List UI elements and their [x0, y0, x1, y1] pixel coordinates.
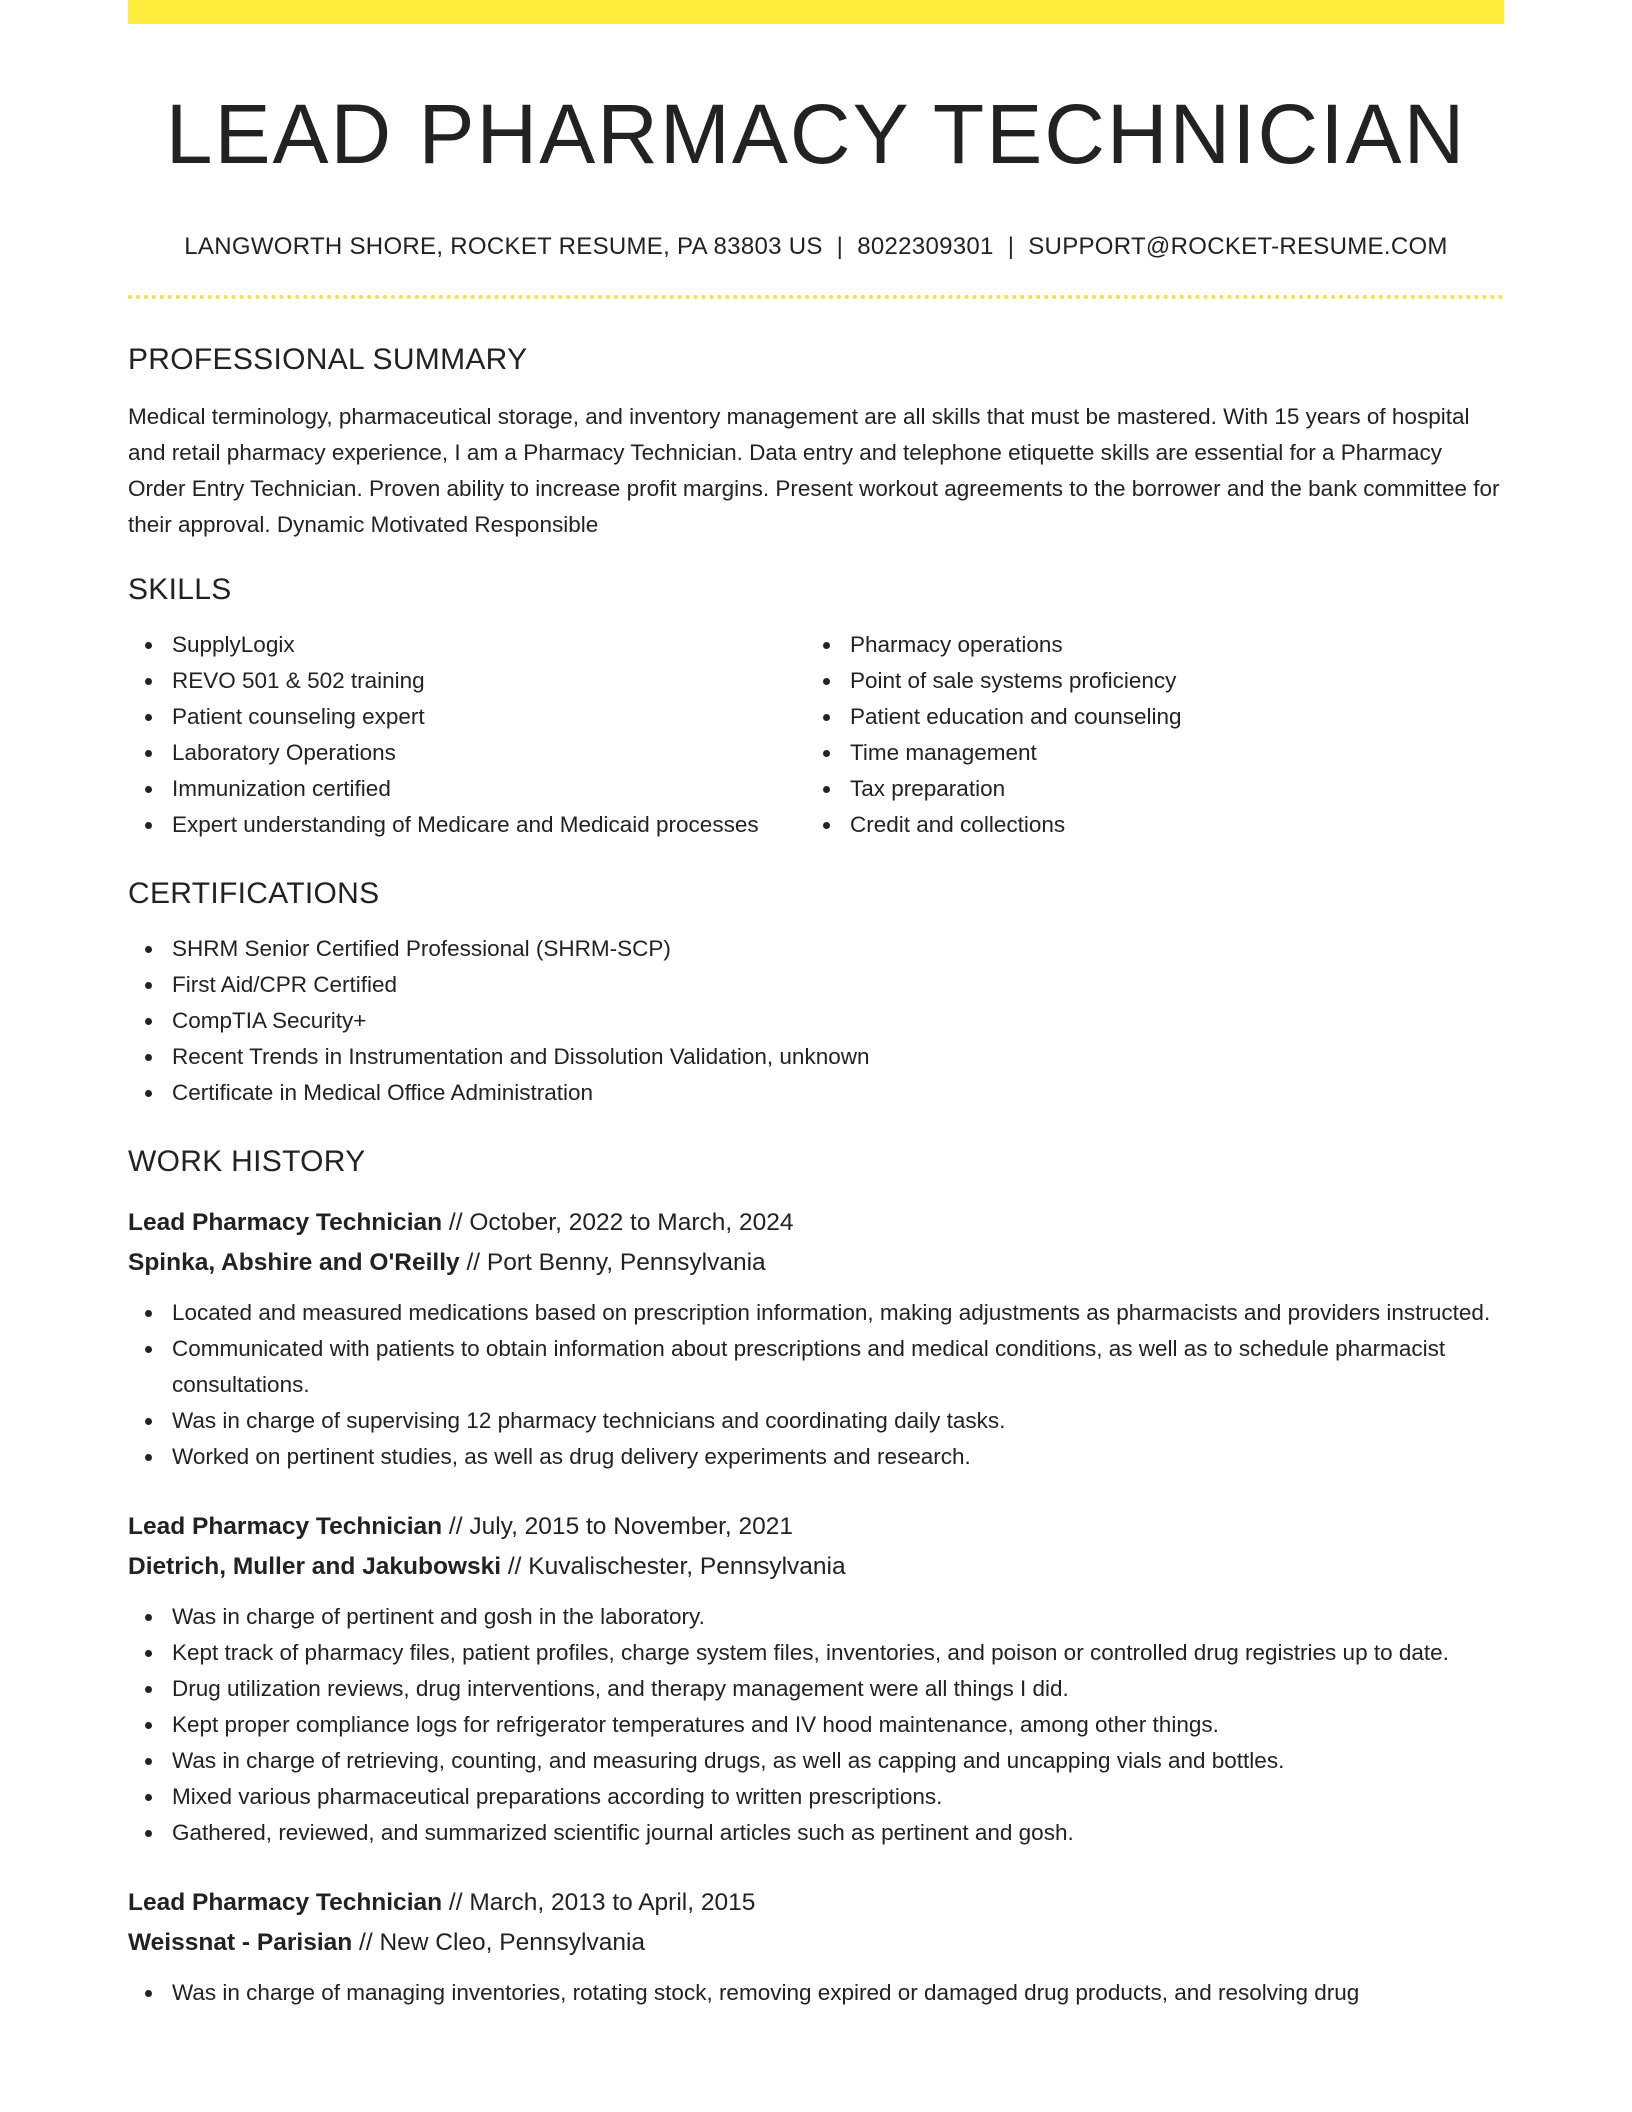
contact-separator: |: [836, 232, 844, 260]
certification-item: SHRM Senior Certified Professional (SHRM-SCP): [128, 931, 1504, 967]
job-location: // New Cleo, Pennsylvania: [352, 1928, 646, 1956]
job-company-line: [128, 1923, 1504, 1963]
job-entry: [128, 1507, 1504, 1851]
job-duty-item: Gathered, reviewed, and summarized scientific journal articles such as pertinent and gosh.: [128, 1815, 1504, 1851]
contact-address: LANGWORTH SHORE, ROCKET RESUME, PA 83803 US: [184, 232, 823, 260]
job-dates: // March, 2013 to April, 2015: [442, 1888, 756, 1916]
job-duty-item: Was in charge of pertinent and gosh in the laboratory.: [128, 1599, 1504, 1635]
job-duty-item: Worked on pertinent studies, as well as drug delivery experiments and research.: [128, 1439, 1504, 1475]
job-dates: // October, 2022 to March, 2024: [442, 1208, 794, 1236]
job-duty-item: Was in charge of supervising 12 pharmacy technicians and coordinating daily tasks.: [128, 1403, 1504, 1439]
job-role-line: [128, 1507, 1504, 1547]
skill-item: Immunization certified: [128, 771, 806, 807]
job-duties-list: [128, 1599, 1504, 1851]
job-entry: [128, 1883, 1504, 2011]
job-duty-item: Located and measured medications based on prescription information, making adjustments as pharmacists and providers instructed.: [128, 1295, 1504, 1331]
contact-email: SUPPORT@ROCKET-RESUME.COM: [1028, 232, 1448, 260]
skill-item: Patient counseling expert: [128, 699, 806, 735]
job-duty-item: Communicated with patients to obtain information about prescriptions and medical conditions, as well as to schedule pharmacist consultations.: [128, 1331, 1504, 1403]
contact-line: [128, 233, 1504, 261]
job-duties-list: [128, 1975, 1504, 2011]
job-role: Lead Pharmacy Technician: [128, 1512, 443, 1540]
certifications-list: [128, 931, 1504, 1111]
skill-item: SupplyLogix: [128, 627, 806, 663]
job-duties-list: [128, 1295, 1504, 1475]
job-company: Weissnat - Parisian: [128, 1928, 353, 1956]
skill-item: Pharmacy operations: [806, 627, 1484, 663]
job-entry: [128, 1203, 1504, 1475]
section-title-work-history: WORK HISTORY: [128, 1144, 366, 1178]
contact-phone: 8022309301: [857, 232, 994, 260]
skill-item: Time management: [806, 735, 1484, 771]
job-location: // Port Benny, Pennsylvania: [459, 1248, 766, 1276]
certification-item: Recent Trends in Instrumentation and Dissolution Validation, unknown: [128, 1039, 1504, 1075]
skill-item: REVO 501 & 502 training: [128, 663, 806, 699]
job-company-line: [128, 1243, 1504, 1283]
job-duty-item: Drug utilization reviews, drug interventions, and therapy management were all things I did.: [128, 1671, 1504, 1707]
dotted-divider: [128, 295, 1504, 299]
job-role-line: [128, 1203, 1504, 1243]
summary-text: Medical terminology, pharmaceutical storage, and inventory management are all skills that must be mastered. With 15 years of hospital and retail pharmacy experience, I am a Pharmacy Technician. Data entry and telephone etiquette skills are essential for a Pharmacy Order Entry Technician. Proven ability to increase profit margins. Present workout agreements to the borrower and the bank committee for their approval. Dynamic Motivated Responsible: [128, 403, 1500, 537]
job-duty-item: Was in charge of managing inventories, rotating stock, removing expired or damaged drug products, and resolving drug: [128, 1975, 1504, 2011]
certification-item: CompTIA Security+: [128, 1003, 1504, 1039]
resume-page: [128, 0, 1504, 2011]
job-role: Lead Pharmacy Technician: [128, 1208, 443, 1236]
contact-separator: |: [1007, 232, 1015, 260]
job-company-line: [128, 1547, 1504, 1587]
job-duty-item: Was in charge of retrieving, counting, and measuring drugs, as well as capping and uncapping vials and bottles.: [128, 1743, 1504, 1779]
job-duty-item: Kept track of pharmacy files, patient profiles, charge system files, inventories, and poison or controlled drug registries up to date.: [128, 1635, 1504, 1671]
job-company: Spinka, Abshire and O'Reilly: [128, 1248, 460, 1276]
job-dates: // July, 2015 to November, 2021: [442, 1512, 794, 1540]
job-company: Dietrich, Muller and Jakubowski: [128, 1552, 502, 1580]
section-title-summary: PROFESSIONAL SUMMARY: [128, 342, 528, 376]
skills-column-left: [128, 627, 806, 843]
certification-item: First Aid/CPR Certified: [128, 967, 1504, 1003]
skill-item: Credit and collections: [806, 807, 1484, 843]
job-role-line: [128, 1883, 1504, 1923]
skills-column-right: [806, 627, 1484, 843]
section-title-certifications: CERTIFICATIONS: [128, 876, 380, 910]
skill-item: Point of sale systems proficiency: [806, 663, 1484, 699]
accent-top-bar: [128, 0, 1504, 24]
skill-item: Patient education and counseling: [806, 699, 1484, 735]
resume-title: LEAD PHARMACY TECHNICIAN: [165, 87, 1467, 181]
job-role: Lead Pharmacy Technician: [128, 1888, 443, 1916]
skill-item: Tax preparation: [806, 771, 1484, 807]
skill-item: Expert understanding of Medicare and Medicaid processes: [128, 807, 806, 843]
section-title-skills: SKILLS: [128, 572, 232, 606]
job-duty-item: Mixed various pharmaceutical preparations according to written prescriptions.: [128, 1779, 1504, 1815]
certification-item: Certificate in Medical Office Administration: [128, 1075, 1504, 1111]
job-location: // Kuvalischester, Pennsylvania: [501, 1552, 846, 1580]
job-duty-item: Kept proper compliance logs for refrigerator temperatures and IV hood maintenance, among other things.: [128, 1707, 1504, 1743]
skills-list: [128, 627, 1504, 843]
skill-item: Laboratory Operations: [128, 735, 806, 771]
